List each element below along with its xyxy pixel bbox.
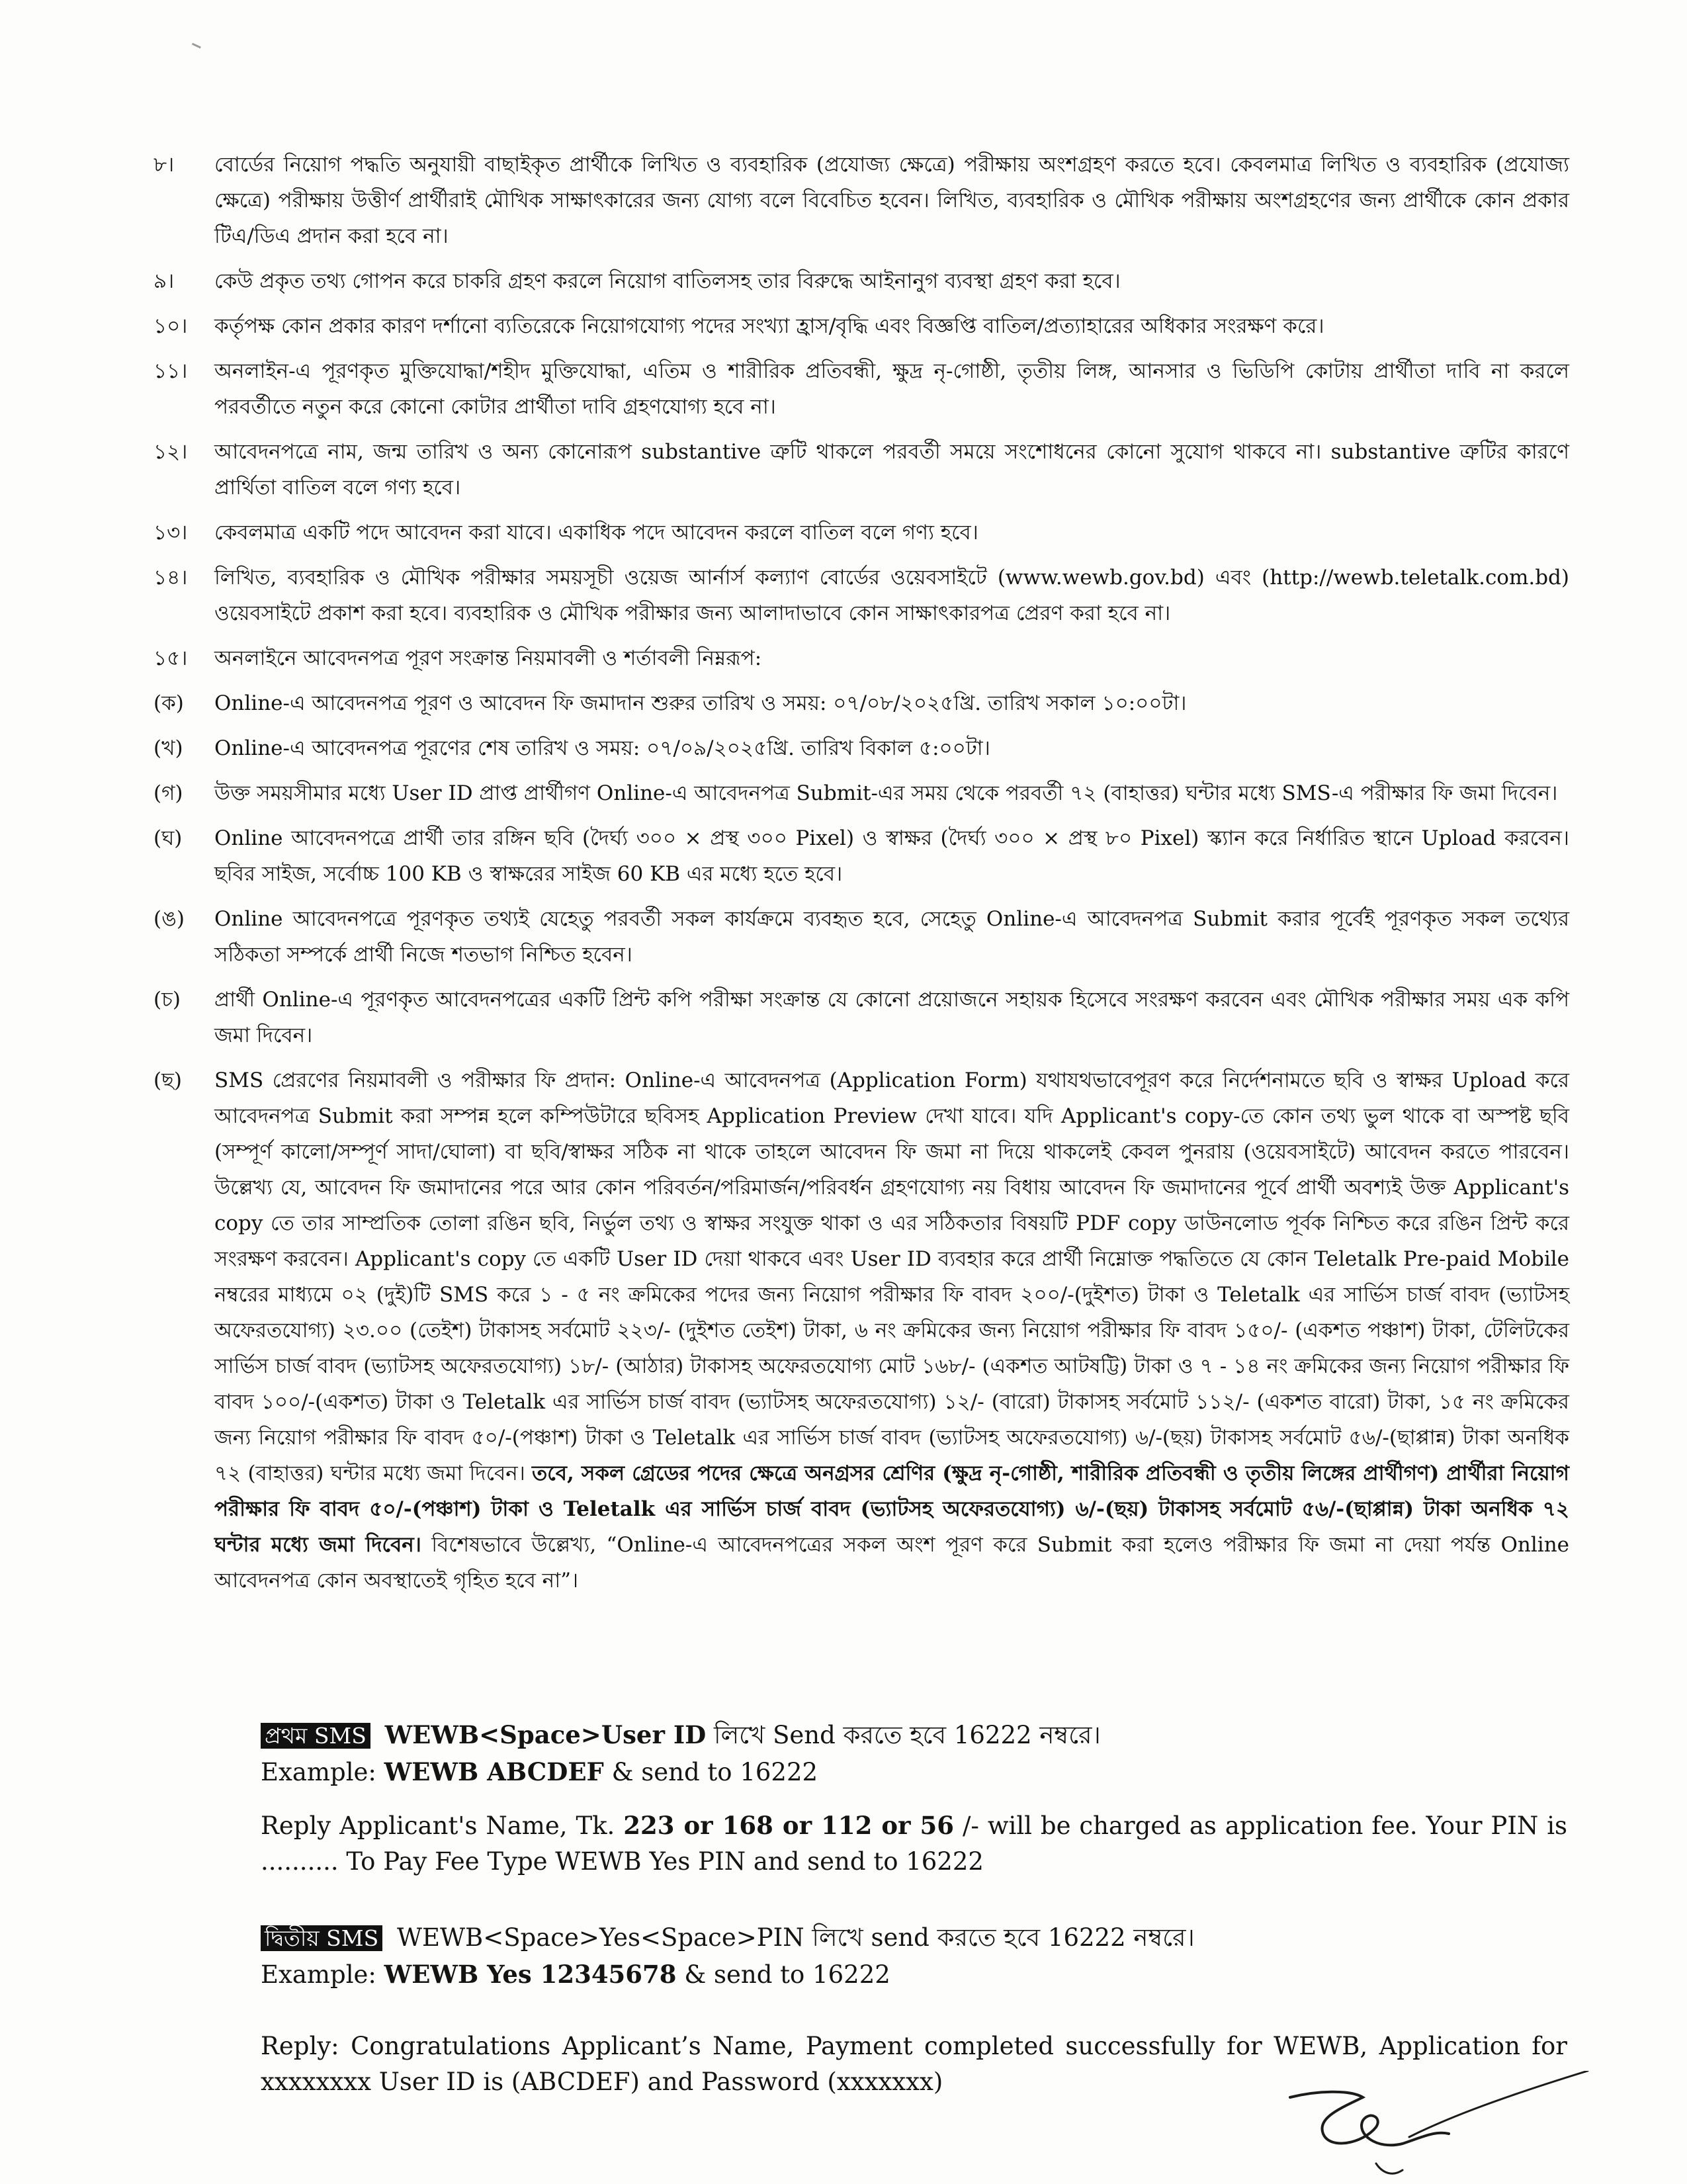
item-text: কেবলমাত্র একটি পদে আবেদন করা যাবে। একাধিক পদে আবেদন করলে বাতিল বলে গণ্য হবে। bbox=[214, 521, 978, 545]
sms-one-format-bold: WEWB<Space>User ID bbox=[384, 1720, 707, 1749]
subitem-label: (ঙ) bbox=[153, 907, 185, 931]
sub-list-item bbox=[153, 982, 1569, 1053]
item-number: ১৫। bbox=[153, 646, 188, 670]
sms-rules-text: SMS প্রেরণের নিয়মাবলী ও পরীক্ষার ফি প্রদান: Online-এ আবেদনপত্র (Application Form) যথাযথভাবেপূরণ করে নির্দেশনামতে ছবি ও স্বাক্ষর Upload করে আবেদনপত্র Submit করা সম্পন্ন হলে কম্পিউটারে ছবিসহ Application Preview দেখা যাবে। যদি Applicant's copy-তে কোন তথ্য ভুল থাকে বা অস্পষ্ট ছবি (সম্পূর্ণ কালো/সম্পূর্ণ সাদা/ঘোলা) বা ছবি/স্বাক্ষর সঠিক না থাকে তাহলে আবেদন ফি জমা না দিয়ে থাকলেই কেবল পুনরায় (ওয়েবসাইটে) আবেদন করতে পারবেন। উল্লেখ্য যে, আবেদন ফি জমাদানের পরে আর কোন পরিবর্তন/পরিমার্জন/পরিবর্ধন গ্রহণযোগ্য নয় বিধায় আবেদন ফি জমাদানের পূর্বে প্রার্থী অবশ্যই উক্ত Applicant's copy তে তার সাম্প্রতিক তোলা রঙিন ছবি, নির্ভুল তথ্য ও স্বাক্ষর সংযুক্ত থাকা ও এর সঠিকতার বিষয়টি PDF copy ডাউনলোড পূর্বক নিশ্চিত করে রঙিন প্রিন্ট করে সংরক্ষণ করবেন। Applicant's copy তে একটি User ID দেয়া থাকবে এবং User ID ব্যবহার করে প্রার্থী নিম্নোক্ত পদ্ধতিতে যে কোন Teletalk Pre-paid Mobile নম্বরের মাধ্যমে ০২ (দুই)টি SMS করে ১ - ৫ নং ক্রমিকের পদের জন্য নিয়োগ পরীক্ষার ফি বাবদ ২০০/-(দুইশত) টাকা ও Teletalk এর সার্ভিস চার্জ বাবদ (ভ্যাটসহ অফেরতযোগ্য) ২৩.০০ (তেইশ) টাকাসহ সর্বমোট ২২৩/- (দুইশত তেইশ) টাকা, ৬ নং ক্রমিকের জন্য নিয়োগ পরীক্ষার ফি বাবদ ১৫০/- (একশত পঞ্চাশ) টাকা, টেলিটকের সার্ভিস চার্জ বাবদ (ভ্যাটসহ অফেরতযোগ্য) ১৮/- (আঠার) টাকাসহ অফেরতযোগ্য মোট ১৬৮/- (একশত আটষট্টি) টাকা ও ৭ - ১৪ নং ক্রমিকের জন্য নিয়োগ পরীক্ষার ফি বাবদ ১০০/-(একশত) টাকা ও Teletalk এর সার্ভিস চার্জ বাবদ (ভ্যাটসহ অফেরতযোগ্য) ১২/- (বারো) টাকাসহ সর্বমোট ১১২/- (একশত বারো) টাকা, ১৫ নং ক্রমিকের জন্য নিয়োগ পরীক্ষার ফি বাবদ ৫০/-(পঞ্চাশ) টাকা ও Teletalk এর সার্ভিস চার্জ বাবদ (ভ্যাটসহ অফেরতযোগ্য) ৬/-(ছয়) টাকাসহ সর্বমোট ৫৬/-(ছাপ্পান্ন) টাকা অনধিক ৭২ (বাহাত্তর) ঘন্টার মধ্যে জমা দিবেন। bbox=[214, 1069, 1569, 1485]
sms-two-tag: দ্বিতীয় SMS bbox=[261, 1925, 382, 1951]
example-label: Example: bbox=[261, 1758, 376, 1786]
sub-list-item bbox=[153, 775, 1569, 811]
list-item bbox=[153, 353, 1569, 425]
list-item bbox=[153, 640, 1569, 676]
list-item bbox=[153, 263, 1569, 299]
sub-list-item bbox=[153, 685, 1569, 721]
subitem-text: Online-এ আবেদনপত্র পূরণের শেষ তারিখ ও সময়: ০৭/০৯/২০২৫খ্রি. তারিখ বিকাল ৫:০০টা। bbox=[214, 736, 990, 760]
item-number: ১৩। bbox=[153, 521, 188, 545]
list-item bbox=[153, 434, 1569, 505]
item-number: ৯। bbox=[153, 269, 175, 293]
item-text: বোর্ডের নিয়োগ পদ্ধতি অনুযায়ী বাছাইকৃত প্রার্থীকে লিখিত ও ব্যবহারিক (প্রযোজ্য ক্ষেত্রে) পরীক্ষায় অংশগ্রহণ করতে হবে। কেবলমাত্র লিখিত ও ব্যবহারিক (প্রযোজ্য ক্ষেত্রে) পরীক্ষায় উত্তীর্ণ প্রার্থীরাই মৌখিক সাক্ষাৎকারের জন্য যোগ্য বলে বিবেচিত হবেন। লিখিত, ব্যবহারিক ও মৌখিক পরীক্ষায় অংশগ্রহণের জন্য প্রার্থীকে কোন প্রকার টিএ/ডিএ প্রদান করা হবে না। bbox=[214, 153, 1569, 248]
reply-amounts: 223 or 168 or 112 or 56 bbox=[623, 1811, 955, 1840]
subitem-label: (খ) bbox=[153, 736, 183, 760]
subitem-text bbox=[214, 1063, 1569, 1598]
subitem-text: Online আবেদনপত্রে প্রার্থী তার রঙ্গিন ছবি (দৈর্ঘ্য ৩০০ × প্রস্থ ৩০০ Pixel) ও স্বাক্ষর (দৈর্ঘ্য ৩০০ × প্রস্থ ৮০ Pixel) স্ক্যান করে নির্ধারিত স্থানে Upload করবেন। ছবির সাইজ, সর্বোচ্চ 100 KB ও স্বাক্ষরের সাইজ 60 KB এর মধ্যে হতে হবে। bbox=[214, 826, 1569, 886]
subitem-label: (চ) bbox=[153, 988, 181, 1012]
list-item bbox=[153, 147, 1569, 254]
item-text: আবেদনপত্রে নাম, জন্ম তারিখ ও অন্য কোনোরূপ substantive ত্রুটি থাকলে পরবর্তী সময়ে সংশোধনের কোনো সুযোগ থাকবে না। substantive ত্রুটির কারণে প্রার্থিতা বাতিল বলে গণ্য হবে। bbox=[214, 440, 1569, 500]
reply-pre: Reply Applicant's Name, Tk. bbox=[261, 1812, 615, 1840]
sms-two-format bbox=[261, 1920, 1567, 1956]
subitem-label: (গ) bbox=[153, 781, 183, 805]
sms-one-example bbox=[261, 1754, 1567, 1790]
sms-two-format-text: WEWB<Space>Yes<Space>PIN লিখে send করতে হবে 16222 নম্বরে। bbox=[396, 1923, 1195, 1952]
sub-list-item bbox=[153, 901, 1569, 973]
item-number: ৮। bbox=[153, 153, 175, 177]
sms-one-block bbox=[261, 1717, 1567, 1880]
sms-one-reply bbox=[261, 1808, 1567, 1880]
item-number: ১৪। bbox=[153, 566, 188, 590]
sub-list-item bbox=[153, 730, 1569, 766]
item-text: অনলাইন-এ পূরণকৃত মুক্তিযোদ্ধা/শহীদ মুক্তিযোদ্ধা, এতিম ও শারীরিক প্রতিবন্ধী, ক্ষুদ্র নৃ-গোষ্ঠী, তৃতীয় লিঙ্গ, আনসার ও ভিডিপি কোটায় প্রার্থীতা দাবি না করলে পরবর্তীতে নতুন করে কোনো কোটার প্রার্থীতা দাবি গ্রহণযোগ্য হবে না। bbox=[214, 359, 1569, 419]
sms-one-format bbox=[261, 1717, 1567, 1754]
reply-post: /- will be charged as application fee. Your PIN is .......... To Pay Fee Type WEWB Yes PIN and send to 16222 bbox=[261, 1812, 1568, 1876]
rules-list bbox=[153, 147, 1569, 1598]
sms-one-format-rest: লিখে Send করতে হবে 16222 নম্বরে। bbox=[713, 1721, 1101, 1749]
subitem-text: উক্ত সময়সীমার মধ্যে User ID প্রাপ্ত প্রার্থীগণ Online-এ আবেদনপত্র Submit-এর সময় থেকে পরবর্তী ৭২ (বাহাত্তর) ঘন্টার মধ্যে SMS-এ পরীক্ষার ফি জমা দিবেন। bbox=[214, 781, 1558, 805]
item-text: লিখিত, ব্যবহারিক ও মৌখিক পরীক্ষার সময়সূচী ওয়েজ আর্নার্স কল্যাণ বোর্ডের ওয়েবসাইটে (www.wewb.gov.bd) এবং (http://wewb.teletalk.com.bd) ওয়েবসাইটে প্রকাশ করা হবে। ব্যবহারিক ও মৌখিক পরীক্ষার জন্য আলাদাভাবে কোন সাক্ষাৎকারপত্র প্রেরণ করা হবে না। bbox=[214, 566, 1569, 625]
subitem-text: প্রার্থী Online-এ পূরণকৃত আবেদনপত্রের একটি প্রিন্ট কপি পরীক্ষা সংক্রান্ত যে কোনো প্রয়োজনে সহায়ক হিসেবে সংরক্ষণ করবেন এবং মৌখিক পরীক্ষার সময় এক কপি জমা দিবেন। bbox=[214, 988, 1569, 1047]
sub-list-item bbox=[153, 820, 1569, 892]
sms-rules-note: বিশেষভাবে উল্লেখ্য, “Online-এ আবেদনপত্রের সকল অংশ পূরণ করে Submit করা হলেও পরীক্ষার ফি জমা না দেয়া পর্যন্ত Online আবেদনপত্র কোন অবস্থাতেই গৃহিত হবে না”। bbox=[214, 1533, 1570, 1593]
item-text: অনলাইনে আবেদনপত্র পূরণ সংক্রান্ত নিয়মাবলী ও শর্তাবলী নিম্নরূপ: bbox=[214, 646, 762, 670]
list-item bbox=[153, 560, 1569, 631]
sms-two-example bbox=[261, 1956, 1567, 1993]
item-number: ১১। bbox=[153, 359, 188, 383]
sms-two-reply: Reply: Congratulations Applicant’s Name, Payment completed successfully for WEWB, Application for xxxxxxxx User ID is (ABCDEF) and Password (xxxxxxx) bbox=[261, 2032, 1567, 2096]
example-code: WEWB ABCDEF bbox=[384, 1757, 604, 1786]
subitem-text: Online আবেদনপত্রে পূরণকৃত তথ্যই যেহেতু পরবর্তী সকল কার্যক্রমে ব্যবহৃত হবে, সেহেতু Online-এ আবেদনপত্র Submit করার পূর্বেই পূরণকৃত সকল তথ্যের সঠিকতা সম্পর্কে প্রার্থী নিজে শতভাগ নিশ্চিত হবেন। bbox=[214, 907, 1569, 967]
subitem-label: (ঘ) bbox=[153, 826, 183, 850]
scan-mark bbox=[192, 37, 204, 49]
list-item bbox=[153, 515, 1569, 550]
example-rest: & send to 16222 bbox=[684, 1960, 890, 1989]
example-label: Example: bbox=[261, 1960, 376, 1989]
example-code: WEWB Yes 12345678 bbox=[384, 1960, 677, 1989]
item-number: ১২। bbox=[153, 440, 188, 464]
sms-one-tag: প্রথম SMS bbox=[261, 1723, 370, 1749]
sub-list-item bbox=[153, 1063, 1569, 1598]
subitem-label: (ক) bbox=[153, 691, 184, 715]
example-rest: & send to 16222 bbox=[611, 1758, 818, 1786]
subitem-label: (ছ) bbox=[153, 1069, 182, 1092]
signature bbox=[1277, 2071, 1608, 2183]
sms-rules-bold-text: তবে, সকল গ্রেডের পদের ক্ষেত্রে অনগ্রসর শ্রেণির (ক্ষুদ্র নৃ-গোষ্ঠী, শারীরিক প্রতিবন্ধী ও তৃতীয় লিঙ্গের প্রার্থীগণ) প্রার্থীরা নিয়োগ পরীক্ষার ফি বাবদ ৫০/-(পঞ্চাশ) টাকা ও Teletalk এর সার্ভিস চার্জ বাবদ (ভ্যাটসহ অফেরতযোগ্য) ৬/-(ছয়) টাকাসহ সর্বমোট ৫৬/-(ছাপ্পান্ন) টাকা অনধিক ৭২ ঘন্টার মধ্যে জমা দিবেন। bbox=[214, 1462, 1569, 1557]
item-text: কর্তৃপক্ষ কোন প্রকার কারণ দর্শানো ব্যতিরেকে নিয়োগযোগ্য পদের সংখ্যা হ্রাস/বৃদ্ধি এবং বিজ্ঞপ্তি বাতিল/প্রত্যাহারের অধিকার সংরক্ষণ করে। bbox=[214, 314, 1324, 338]
subitem-text: Online-এ আবেদনপত্র পূরণ ও আবেদন ফি জমাদান শুরুর তারিখ ও সময়: ০৭/০৮/২০২৫খ্রি. তারিখ সকাল ১০:০০টা। bbox=[214, 691, 1187, 715]
item-text: কেউ প্রকৃত তথ্য গোপন করে চাকরি গ্রহণ করলে নিয়োগ বাতিলসহ তার বিরুদ্ধে আইনানুগ ব্যবস্থা গ্রহণ করা হবে। bbox=[214, 269, 1121, 293]
item-number: ১০। bbox=[153, 314, 188, 338]
list-item bbox=[153, 308, 1569, 344]
